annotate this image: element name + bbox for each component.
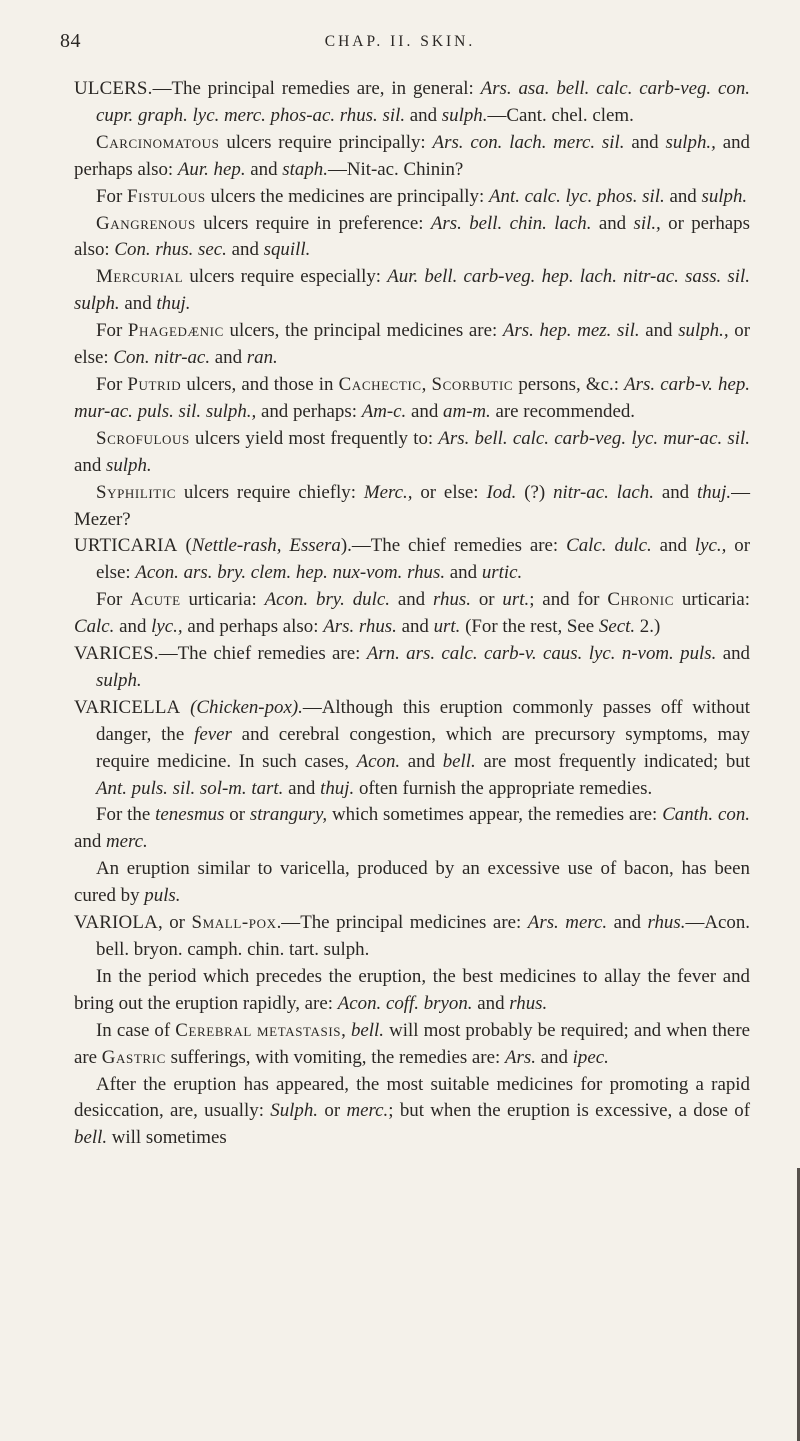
subheading: Mercurial [96, 266, 184, 288]
paragraph-gangrenous: Gangrenous ulcers require in preference: Ars. bell. chin. lach. and sil., or perhaps also: Con. rhus. sec. and squill. [74, 212, 750, 261]
subheading: Cachectic [338, 373, 422, 395]
paragraph-variola-cerebral: In case of Cerebral metastasis, bell. will most probably be required; and when there are Gastric sufferings, with vomiting, the remedies are: Ars. and ipec. [74, 1019, 750, 1068]
entry-heading: VARICES. [74, 643, 159, 665]
emphasis: fever [194, 723, 232, 745]
page-body [74, 76, 750, 1152]
entry-heading: VARIOLA [74, 912, 158, 934]
remedy: thuj. [696, 481, 732, 503]
paragraph-scrofulous: Scrofulous ulcers yield most frequently to: Ars. bell. calc. carb-veg. lyc. mur-ac. sil. and sulph. [74, 427, 750, 476]
remedy: Sulph. [270, 1100, 319, 1122]
remedy: sulph. [441, 104, 488, 126]
remedy: sulph., [678, 320, 729, 342]
subheading: metastasis [257, 1019, 342, 1041]
paragraph-variola-period: In the period which precedes the eruption, the best medicines to allay the fever and bring out the eruption rapidly, are: Acon. coff. bryon. and rhus. [74, 965, 750, 1014]
cross-reference: Sect. [598, 616, 636, 638]
remedy: Merc., [363, 481, 413, 503]
subheading: Gastric [101, 1046, 166, 1068]
remedy: Am-c. [361, 400, 407, 422]
remedy: squill. [263, 239, 311, 261]
remedy-list: Ars. bell. chin. lach. [430, 212, 592, 234]
remedy: urtic. [481, 562, 523, 584]
subheading: Fistulous [126, 185, 206, 207]
emphasis: strangury, [249, 804, 328, 826]
paragraph-fistulous: For Fistulous ulcers the medicines are principally: Ant. calc. lyc. phos. sil. and sulph. [96, 185, 748, 207]
remedy: urt. [502, 589, 530, 611]
remedy-list: Arn. ars. calc. carb-v. caus. lyc. n-vom. puls. [366, 643, 717, 665]
page-number: 84 [60, 30, 81, 52]
subheading: Carcinomatous [96, 131, 220, 153]
remedy-list: Ars. rhus. [323, 616, 397, 638]
paragraph-syphilitic: Syphilitic ulcers require chiefly: Merc., or else: Iod. (?) nitr-ac. lach. and thuj.—Mezer? [74, 481, 750, 530]
paragraph-urticaria-forms: For Acute urticaria: Acon. bry. dulc. and rhus. or urt.; and for Chronic urticaria: Calc. and lyc., and perhaps also: Ars. rhus. and urt. (For the rest, See Sect. 2.) [74, 589, 751, 638]
remedy: urt. [433, 616, 461, 638]
remedy-list: Acon. coff. bryon. [337, 992, 473, 1014]
remedy-list: Ars. bell. calc. carb-veg. lyc. mur-ac. sil. [438, 427, 750, 449]
entry-variola: VARIOLA, or Small-pox.—The principal medicines are: Ars. merc. and rhus.—Acon. bell. bryon. camph. chin. tart. sulph. [74, 912, 750, 960]
alternate-name: Nettle-rash, Essera [191, 535, 341, 557]
subheading: Scrofulous [96, 427, 190, 449]
paragraph-varicella-tenesmus: For the tenesmus or strangury, which sometimes appear, the remedies are: Canth. con. and merc. [74, 804, 750, 853]
subheading: Syphilitic [96, 481, 177, 503]
remedy: puls. [144, 885, 181, 907]
remedy: sulph. [106, 454, 152, 476]
subheading: Cerebral [175, 1019, 252, 1041]
remedy-list: Ars. merc. [527, 912, 608, 934]
remedy: thuj. [320, 777, 355, 799]
remedy-list: Ars. asa. bell. calc. carb-veg. con. cupr. graph. lyc. merc. phos-ac. rhus. sil. [96, 78, 750, 126]
remedy-list: Aur. hep. [177, 158, 246, 180]
subheading: Acute [130, 589, 181, 611]
paragraph-phagedaenic: For Phagedænic ulcers, the principal medicines are: Ars. hep. mez. sil. and sulph., or else: Con. nitr-ac. and ran. [74, 320, 750, 369]
remedy: Ars. [504, 1046, 536, 1068]
entry-heading: VARICELLA [74, 696, 181, 718]
subheading: Putrid [127, 373, 182, 395]
remedy-list: Con. nitr-ac. [113, 347, 211, 369]
subheading: Phagedænic [127, 320, 224, 342]
remedy: lyc., [694, 535, 727, 557]
entry-heading: ULCERS. [74, 78, 153, 99]
remedy: Acon. [356, 750, 401, 772]
remedy-list: Ant. puls. sil. sol-m. tart. [96, 777, 284, 799]
remedy: merc. [106, 831, 148, 853]
entry-ulcers: ULCERS.—The principal remedies are, in general: Ars. asa. bell. calc. carb-veg. con. cupr. graph. lyc. merc. phos-ac. rhus. sil. and sulph.—Cant. chel. clem. [74, 78, 750, 126]
remedy-list: Con. rhus. sec. [114, 239, 227, 261]
remedy: ipec. [572, 1046, 609, 1068]
remedy: sulph. [701, 185, 748, 207]
subheading: Small-pox [191, 912, 277, 934]
remedy: rhus. [647, 912, 686, 934]
remedy-list: Ant. calc. lyc. phos. sil. [488, 185, 665, 207]
remedy-list: Ars. hep. mez. sil. [502, 320, 640, 342]
running-head: CHAP. II. SKIN. [324, 33, 476, 50]
emphasis: tenesmus [155, 804, 225, 826]
remedy: bell. [442, 750, 476, 772]
remedy: lyc., [151, 616, 183, 638]
remedy: sulph., [665, 131, 716, 153]
entry-varicella: VARICELLA (Chicken-pox).—Although this eruption commonly passes off without danger, the fever and cerebral congestion, which are precursory symptoms, may require medicine. In such cases, Acon. and bell. are most frequently indicated; but Ant. puls. sil. sol-m. tart. and thuj. often furnish the appropriate remedies. [74, 696, 751, 799]
paragraph-carcinomatous: Carcinomatous ulcers require principally: Ars. con. lach. merc. sil. and sulph., and perhaps also: Aur. hep. and staph.—Nit-ac. Chinin? [74, 131, 750, 180]
remedy: sil., [633, 212, 661, 234]
entry-heading: URTICARIA [74, 535, 178, 557]
remedy: rhus. [432, 589, 471, 611]
remedy: ran. [246, 347, 278, 369]
remedy: rhus. [509, 992, 548, 1014]
remedy-list: Calc. dulc. [566, 535, 652, 557]
remedy: bell. [350, 1019, 384, 1041]
paragraph-varicella-bacon: An eruption similar to varicella, produced by an excessive use of bacon, has been cured by puls. [74, 858, 750, 907]
paragraph-variola-desiccation: After the eruption has appeared, the most suitable medicines for promoting a rapid desiccation, are, usually: Sulph. or merc.; but when the eruption is excessive, a dose of bell. will sometimes [74, 1073, 750, 1149]
paragraph-mercurial: Mercurial ulcers require especially: Aur. bell. carb-veg. hep. lach. nitr-ac. sass. sil. sulph. and thuj. [74, 266, 750, 315]
remedy: Iod. [486, 481, 517, 503]
page-header [60, 30, 740, 62]
remedy: bell. [74, 1127, 108, 1149]
entry-varices: VARICES.—The chief remedies are: Arn. ars. calc. carb-v. caus. lyc. n-vom. puls. and sulph. [74, 643, 750, 691]
remedy: merc. [346, 1100, 389, 1122]
remedy: sulph. [96, 669, 142, 691]
remedy: thuj. [156, 293, 191, 315]
remedy-list: Acon. ars. bry. clem. hep. nux-vom. rhus. [135, 562, 446, 584]
remedy-list: Ars. carb-v. hep. mur-ac. puls. sil. sulph., [74, 373, 750, 422]
remedy: staph. [282, 158, 328, 180]
alternate-name: (Chicken-pox). [190, 696, 303, 718]
subheading: Scorbutic [431, 373, 514, 395]
remedy: Calc. [74, 616, 115, 638]
remedy-list: Canth. con. [662, 804, 750, 826]
subheading: Gangrenous [96, 212, 196, 234]
remedy: am-m. [443, 400, 491, 422]
remedy-list: Ars. con. lach. merc. sil. [432, 131, 625, 153]
remedy-list: Acon. bry. dulc. [264, 589, 390, 611]
entry-urticaria: URTICARIA (Nettle-rash, Essera).—The chief remedies are: Calc. dulc. and lyc., or else: Acon. ars. bry. clem. hep. nux-vom. rhus. and urtic. [74, 535, 750, 584]
remedy-list: Aur. bell. carb-veg. hep. lach. nitr-ac. sass. sil. sulph. [74, 266, 750, 315]
subheading: Chronic [607, 589, 674, 611]
remedy-list: nitr-ac. lach. [553, 481, 654, 503]
paragraph-putrid: For Putrid ulcers, and those in Cachectic, Scorbutic persons, &c.: Ars. carb-v. hep. mur-ac. puls. sil. sulph., and perhaps: Am-c. and am-m. are recommended. [74, 373, 750, 422]
